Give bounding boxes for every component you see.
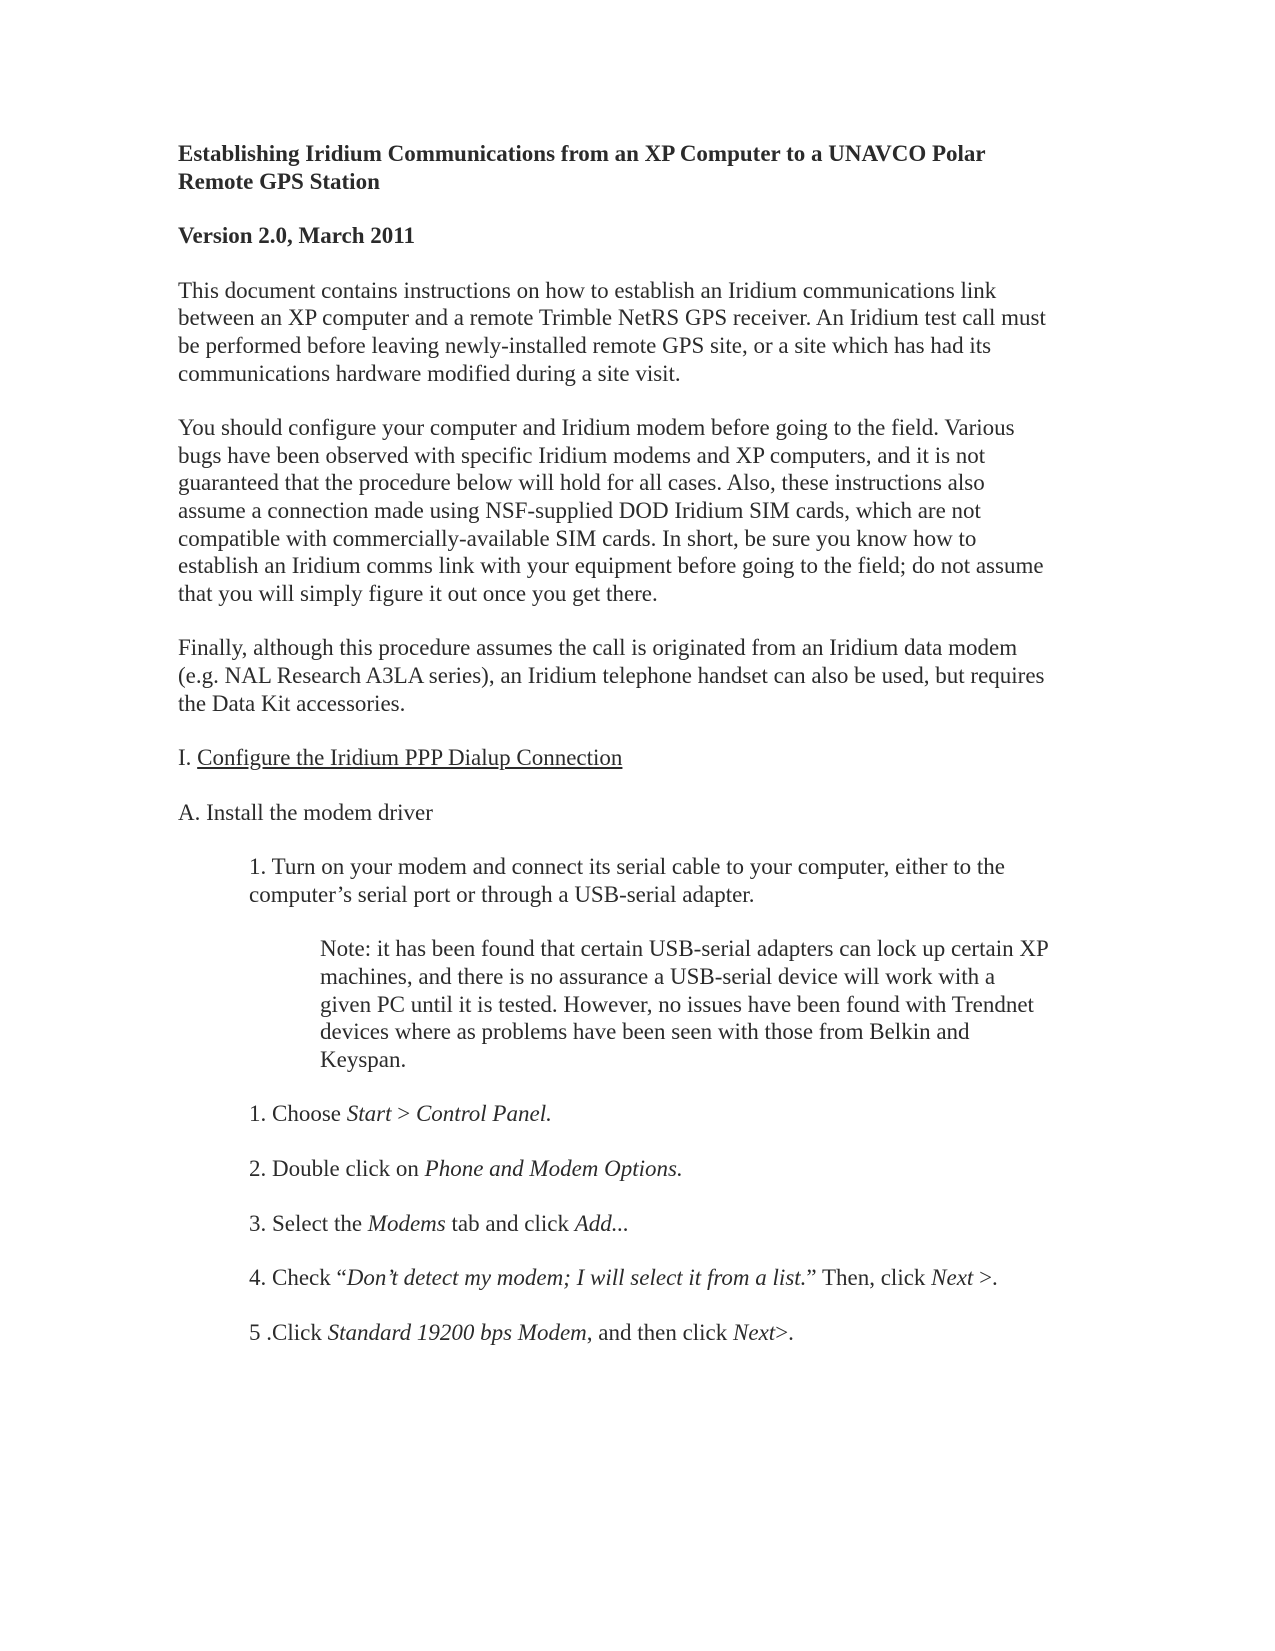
step-text: >. (775, 1319, 794, 1345)
step-text: 3. Select the (249, 1210, 368, 1236)
step-item (249, 1155, 1048, 1183)
document-version: Version 2.0, March 2011 (178, 223, 416, 249)
document-page (178, 140, 1048, 1373)
step-emphasis: Don’t detect my modem; I will select it from a list. (346, 1265, 807, 1291)
intro-paragraph-2: You should configure your computer and Iridium modem before going to the field. Various bugs have been observed with specific Iridium modems and XP computers, and it is not guaranteed that the procedure below will hold for all cases. Also, these instructions also assume a connection made using NSF-supplied DOD Iridium SIM cards, which are not compatible with commercially-available SIM cards. In short, be sure you know how to establish an Iridium comms link with your equipment before going to the field; do not assume that you will simply figure it out once you get there. (178, 415, 1044, 606)
step-text: tab and click (445, 1210, 575, 1236)
step-text: >. (973, 1265, 998, 1291)
step-connect-modem: 1. Turn on your modem and connect its serial cable to your computer, either to the computer’s serial port or through a USB-serial adapter. (249, 854, 1005, 907)
step-emphasis: Next (931, 1265, 974, 1291)
document-title: Establishing Iridium Communications from an XP Computer to a UNAVCO Polar Remote GPS Station (178, 141, 986, 194)
step-item (249, 1319, 1048, 1347)
step-text: 4. Check “ (249, 1265, 347, 1291)
step-emphasis: Control Panel. (415, 1101, 552, 1127)
section-heading (178, 744, 1048, 772)
step-emphasis: Modems (367, 1210, 446, 1236)
step-text: 5 .Click (249, 1319, 328, 1345)
step-item (249, 1210, 1048, 1238)
step-text: > (391, 1101, 416, 1127)
note-paragraph: Note: it has been found that certain USB-serial adapters can lock up certain XP machines, and there is no assurance a USB-serial device will work with a given PC until it is tested. However, no issues have been found with Trendnet devices where as problems have been seen with those from Belkin and Keyspan. (320, 936, 1048, 1072)
step-item (249, 1100, 1048, 1128)
intro-paragraph-3: Finally, although this procedure assumes the call is originated from an Iridium data modem (e.g. NAL Research A3LA series), an Iridium telephone handset can also be used, but requires the Data Kit accessories. (178, 635, 1045, 716)
step-text: 1. Choose (249, 1101, 347, 1127)
intro-paragraph-1: This document contains instructions on how to establish an Iridium communications link between an XP computer and a remote Trimble NetRS GPS receiver. An Iridium test call must be performed before leaving newly-installed remote GPS site, or a site which has had its communications hardware modified during a site visit. (178, 277, 1046, 386)
section-number: I. (178, 745, 198, 771)
step-emphasis: Add... (574, 1210, 630, 1236)
step-emphasis: Standard 19200 bps Modem (327, 1319, 587, 1345)
subsection-heading: A. Install the modem driver (178, 799, 433, 825)
step-text: ” Then, click (806, 1265, 932, 1291)
step-text: 2. Double click on (249, 1156, 425, 1182)
step-emphasis: Next (733, 1319, 776, 1345)
step-emphasis: Start (346, 1101, 392, 1127)
section-heading-text: Configure the Iridium PPP Dialup Connection (197, 745, 623, 771)
step-text: , and then click (586, 1319, 734, 1345)
step-emphasis: Phone and Modem Options. (424, 1156, 683, 1182)
step-item (249, 1264, 1048, 1292)
